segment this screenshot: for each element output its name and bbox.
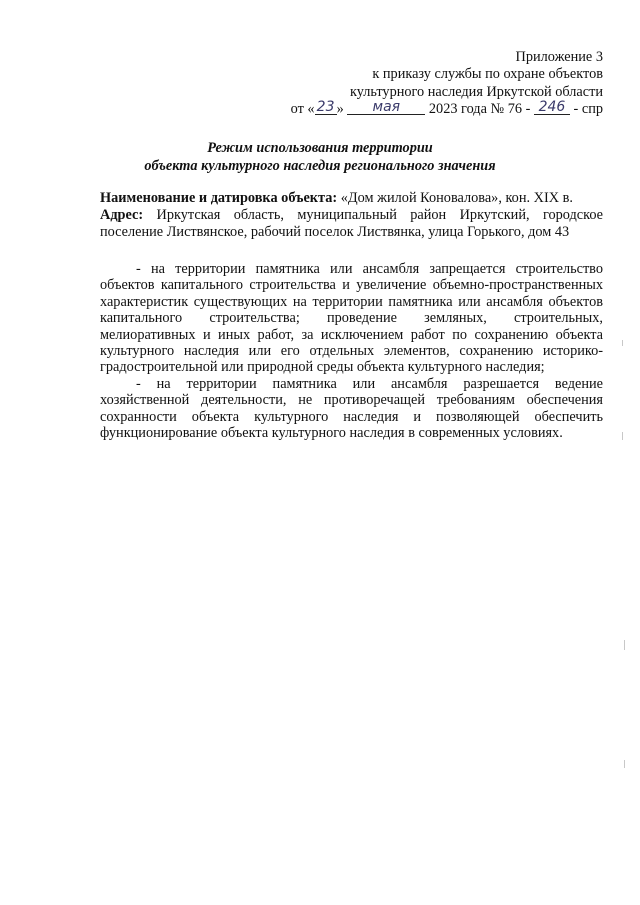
handwritten-order-number: 246	[534, 100, 570, 115]
order-number-suffix: - спр	[573, 100, 603, 117]
order-reference-line: к приказу службы по охране объектов	[372, 66, 603, 83]
handwritten-day: 23	[315, 100, 337, 115]
document-title	[0, 139, 640, 175]
scan-mark	[622, 340, 623, 346]
object-name-label: Наименование и датировка объекта:	[100, 190, 338, 206]
handwritten-month: мая	[347, 100, 425, 115]
object-name-value: «Дом жилой Коновалова», кон. XIX в.	[340, 190, 573, 206]
regime-text	[100, 261, 603, 441]
object-address-value: Иркутская область, муниципальный район Иркутский, городское поселение Листвянское, рабочий поселок Листвянка, улица Горького, дом 43	[100, 207, 603, 240]
order-year-text: 2023 года № 76 -	[428, 100, 531, 117]
object-address-row	[100, 207, 603, 241]
regime-permissions-paragraph: - на территории памятника или ансамбля разрешается ведение хозяйственной деятельности, не противоречащей требованиям обеспечения сохранности объекта культурного наследия и позволяющей обеспечить функционирование объекта культурного наследия в современных условиях.	[100, 375, 603, 442]
object-info	[100, 190, 603, 241]
object-name-row	[100, 190, 603, 207]
order-date-prefix: от «	[290, 100, 315, 117]
order-date-quote: »	[336, 100, 344, 117]
authority-line: культурного наследия Иркутской области	[350, 83, 603, 100]
title-line-2: объекта культурного наследия регионального значения	[144, 158, 496, 174]
regime-prohibitions-paragraph: - на территории памятника или ансамбля запрещается строительство объектов капитального строительства и увеличение объемно-пространственных характеристик существующих на территории памятника или ансамбля объектов капитального строительства; проведение земляных, строительных, мелиоративных и иных работ, за исключением работ по сохранению объекта культурного наследия или его отдельных элементов, сохранению историко-градостроительной или природной среды объекта культурного наследия;	[100, 261, 603, 376]
scan-mark	[624, 760, 625, 768]
object-address-label: Адрес:	[100, 207, 144, 223]
scan-mark	[622, 432, 623, 440]
appendix-header	[203, 49, 603, 118]
appendix-number: Приложение 3	[515, 49, 603, 65]
order-date-number-line	[203, 98, 603, 118]
title-line-1: Режим использования территории	[207, 140, 433, 156]
scan-mark	[624, 640, 625, 650]
